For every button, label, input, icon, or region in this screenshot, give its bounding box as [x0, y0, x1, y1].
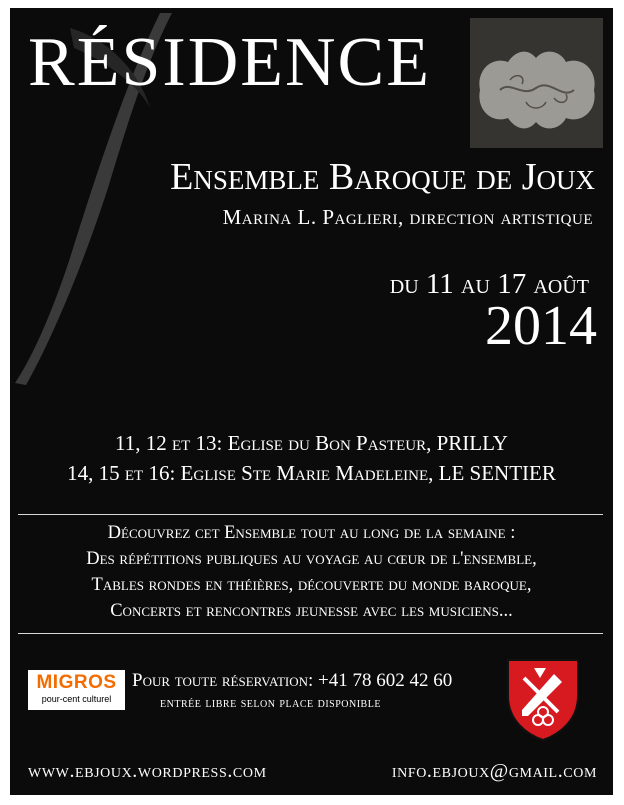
reservation-phone: Pour toute réservation: +41 78 602 42 60	[132, 670, 453, 691]
venues	[10, 428, 613, 488]
migros-logo	[28, 670, 125, 710]
ensemble-name: Ensemble Baroque de Joux	[170, 156, 595, 198]
description-line: Découvrez cet Ensemble tout au long de la semaine :	[107, 523, 516, 543]
divider-bottom	[18, 633, 603, 634]
entry-info: entrée libre selon place disponible	[160, 696, 381, 711]
coat-of-arms-icon	[504, 656, 582, 742]
description	[10, 520, 613, 624]
website-link[interactable]: www.ebjoux.wordpress.com	[28, 760, 267, 782]
migros-logo-tagline: pour-cent culturel	[41, 694, 112, 704]
poster	[10, 8, 613, 795]
event-dates: du 11 au 17 août	[389, 268, 589, 300]
violin-icon	[470, 18, 603, 148]
description-line: Concerts et rencontres jeunesse avec les musiciens...	[110, 601, 513, 621]
artistic-director: Marina L. Paglieri, direction artistique	[222, 205, 593, 229]
venue-line-prilly: 11, 12 et 13: Eglise du Bon Pasteur, PRILLY	[115, 431, 508, 455]
description-line: Tables rondes en théières, découverte du monde baroque,	[91, 575, 532, 595]
violin-photo	[470, 18, 603, 148]
event-year: 2014	[485, 295, 597, 357]
migros-logo-name: MIGROS	[36, 672, 117, 693]
email-link[interactable]: info.ebjoux@gmail.com	[391, 760, 597, 782]
divider-top	[18, 514, 603, 515]
poster-title: RÉSIDENCE	[28, 24, 431, 101]
venue-line-le-sentier: 14, 15 et 16: Eglise Ste Marie Madeleine, LE SENTIER	[67, 461, 556, 485]
description-line: Des répétitions publiques au voyage au cœur de l'ensemble,	[86, 549, 537, 569]
